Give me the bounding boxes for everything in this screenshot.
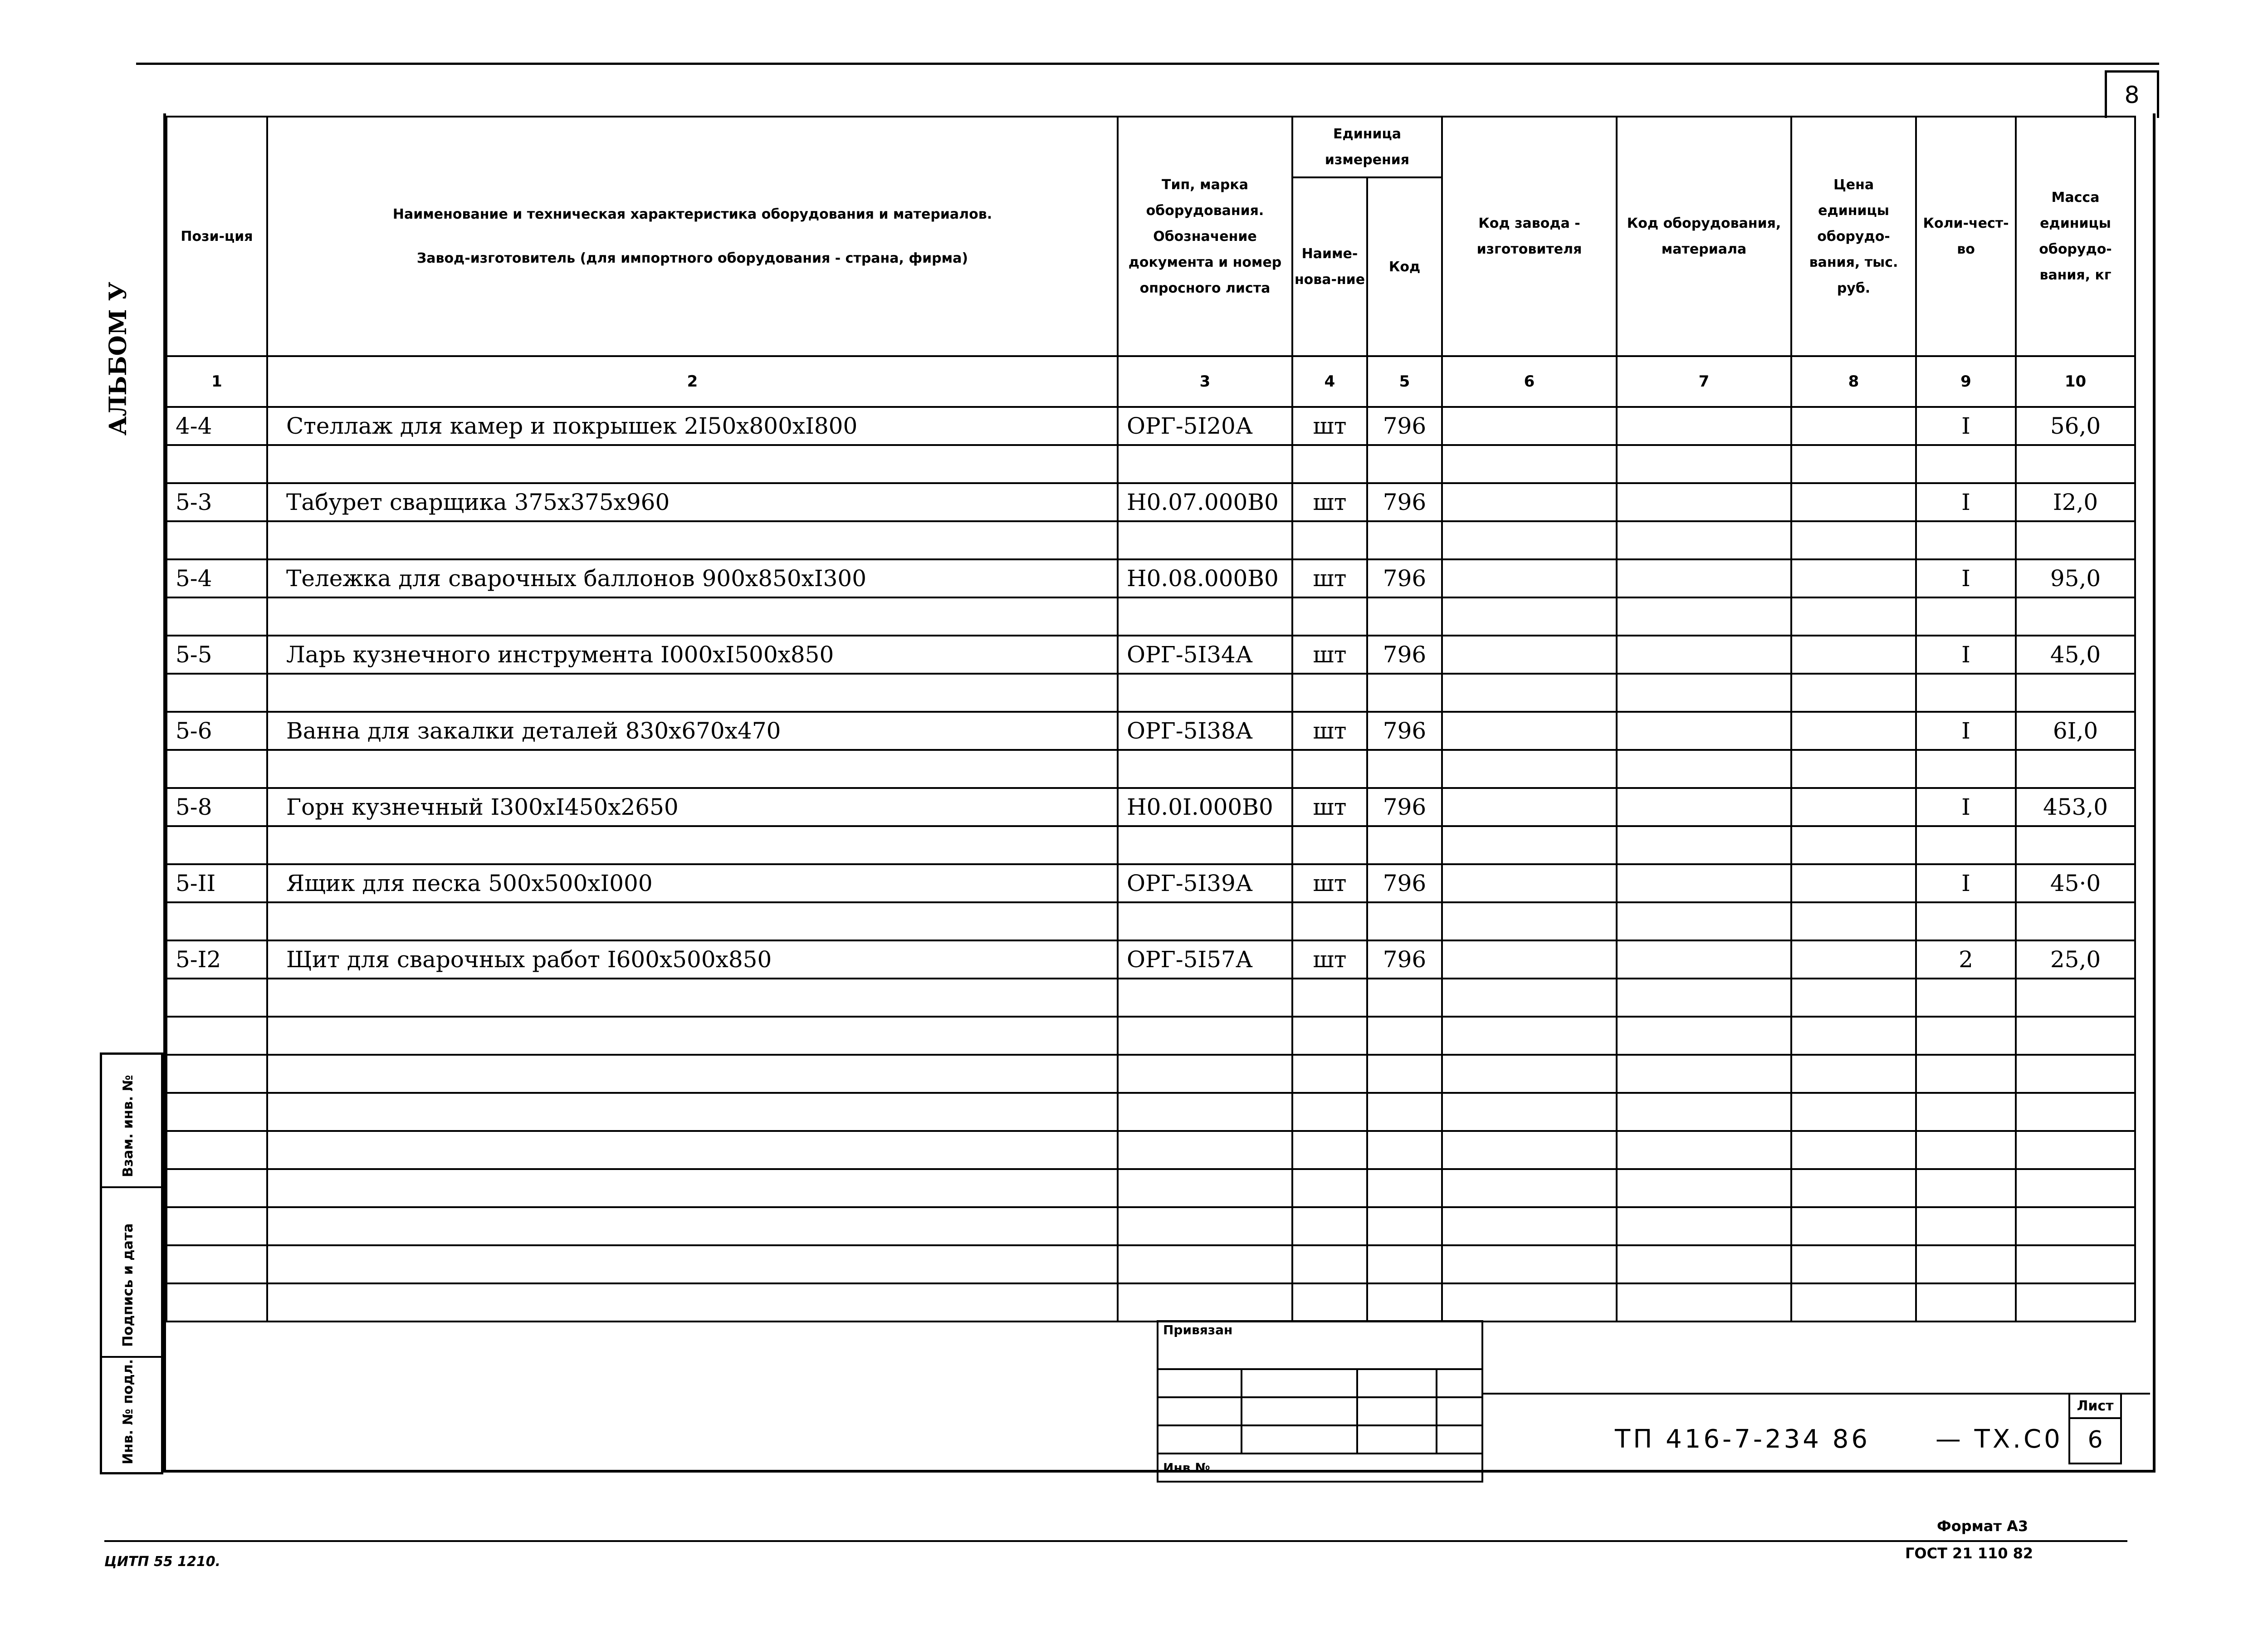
col-num: 2 [267,356,1118,407]
col-num: 7 [1617,356,1791,407]
row-name: Ящик для песка 500x500xI000 [267,864,1118,902]
row-unit: шт [1292,407,1367,445]
col-num: 1 [166,356,267,407]
col-num: 4 [1292,356,1367,407]
stamp-bound-label: Привязан [1158,1321,1482,1369]
row-position: 5-4 [166,559,267,597]
row-mass: 45·0 [2016,864,2135,902]
row-type: ОРГ-5I39А [1118,864,1292,902]
row-unit-code: 796 [1367,407,1442,445]
row-unit-code: 796 [1367,559,1442,597]
row-mass: 25,0 [2016,940,2135,979]
table-row [166,636,2135,674]
header-quantity: Коли-чест-во [1916,117,2016,356]
row-mass: 95,0 [2016,559,2135,597]
header-equipment-code: Код оборудования, материала [1617,117,1791,356]
row-unit-code: 796 [1367,864,1442,902]
row-name: Щит для сварочных работ I600x500x850 [267,940,1118,979]
row-mass: I2,0 [2016,483,2135,521]
table-header [166,117,2135,356]
table-row [166,712,2135,750]
stamp-inv-label: Инв № [1158,1454,1482,1482]
header-unit-group [1292,117,1442,356]
row-name: Ларь кузнечного инструмента I000xI500x850 [267,636,1118,674]
row-position: 5-5 [166,636,267,674]
sheet-number: 6 [2068,1417,2122,1464]
row-unit: шт [1292,636,1367,674]
row-position: 5-6 [166,712,267,750]
row-unit-code: 796 [1367,940,1442,979]
side-stamp [100,1052,163,1474]
row-position: 5-II [166,864,267,902]
row-unit-code: 796 [1367,788,1442,826]
col-num: 8 [1791,356,1916,407]
table-row [166,940,2135,979]
sheet-label: Лист [2068,1393,2122,1419]
header-mass: Масса единицы оборудо-вания, кг [2016,117,2135,356]
bottom-rule [104,1540,2127,1542]
row-type: ОРГ-5I38А [1118,712,1292,750]
row-quantity: I [1916,864,2016,902]
format-label: Формат А3 [1937,1517,2028,1535]
row-type: Н0.0I.000В0 [1118,788,1292,826]
row-unit: шт [1292,712,1367,750]
row-position: 5-I2 [166,940,267,979]
row-quantity: I [1916,559,2016,597]
side-stamp-replace-inv: Взам. инв. № [120,1075,136,1177]
row-unit: шт [1292,483,1367,521]
col-num: 3 [1118,356,1292,407]
table-row [166,483,2135,521]
row-name: Стеллаж для камер и покрышек 2I50x800xI800 [267,407,1118,445]
row-type: ОРГ-5I57А [1118,940,1292,979]
top-sheet-number: 8 [2105,70,2159,118]
row-position: 5-8 [166,788,267,826]
row-quantity: I [1916,712,2016,750]
table-row [166,407,2135,445]
row-quantity: I [1916,788,2016,826]
header-unit-code: Код [1388,259,1421,275]
row-position: 5-3 [166,483,267,521]
document-code-main: ТП 416-7-234 86 [1615,1424,1870,1454]
row-type: Н0.08.000В0 [1118,559,1292,597]
header-unit-name: Наиме-нова-ние [1293,177,1367,355]
header-name-line2: Завод-изготовитель (для импортного оборудования - страна, фирма) [416,250,968,266]
row-unit: шт [1292,864,1367,902]
header-name [267,117,1118,356]
col-num: 5 [1367,356,1442,407]
row-type: ОРГ-5I34А [1118,636,1292,674]
row-unit: шт [1292,788,1367,826]
row-mass: 6I,0 [2016,712,2135,750]
col-num: 9 [1916,356,2016,407]
title-stamp [1157,1320,1483,1475]
table-row [166,559,2135,597]
citp-label: ЦИТП 55 1210. [104,1554,221,1570]
header-factory-code: Код завода - изготовителя [1442,117,1617,356]
document-code-suffix: — ТХ.С0 [1935,1424,2063,1454]
row-unit-code: 796 [1367,636,1442,674]
row-quantity: 2 [1916,940,2016,979]
header-type: Тип, марка оборудования. Обозначение документа и номер опросного листа [1118,117,1292,356]
table-row [166,788,2135,826]
side-stamp-orig-inv: Инв. № подл. [120,1359,136,1464]
table-row [166,864,2135,902]
gost-label: ГОСТ 21 110 82 [1905,1545,2033,1562]
row-mass: 56,0 [2016,407,2135,445]
row-name: Табурет сварщика 375x375x960 [267,483,1118,521]
row-type: Н0.07.000В0 [1118,483,1292,521]
specification-table [166,116,2136,1322]
document-code [1615,1424,2063,1454]
side-stamp-signature-date: Подпись и дата [120,1223,136,1347]
col-num: 6 [1442,356,1617,407]
row-mass: 453,0 [2016,788,2135,826]
row-name: Ванна для закалки деталей 830x670x470 [267,712,1118,750]
column-numbers-row [166,356,2135,407]
row-quantity: I [1916,407,2016,445]
album-label: АЛЬБОМ У [104,282,132,436]
row-unit: шт [1292,940,1367,979]
row-quantity: I [1916,636,2016,674]
col-num: 10 [2016,356,2135,407]
row-unit: шт [1292,559,1367,597]
row-type: ОРГ-5I20А [1118,407,1292,445]
row-unit-code: 796 [1367,483,1442,521]
header-position: Пози-ция [166,117,267,356]
row-unit-code: 796 [1367,712,1442,750]
row-name: Горн кузнечный I300xI450x2650 [267,788,1118,826]
title-block-rule [1483,1393,2150,1395]
row-quantity: I [1916,483,2016,521]
header-name-line1: Наименование и техническая характеристика оборудования и материалов. [392,206,992,222]
header-price: Цена единицы оборудо-вания, тыс. руб. [1791,117,1916,356]
row-position: 4-4 [166,407,267,445]
header-unit: Единица измерения [1293,117,1441,177]
top-rule [136,63,2159,65]
row-mass: 45,0 [2016,636,2135,674]
row-name: Тележка для сварочных баллонов 900x850xI300 [267,559,1118,597]
